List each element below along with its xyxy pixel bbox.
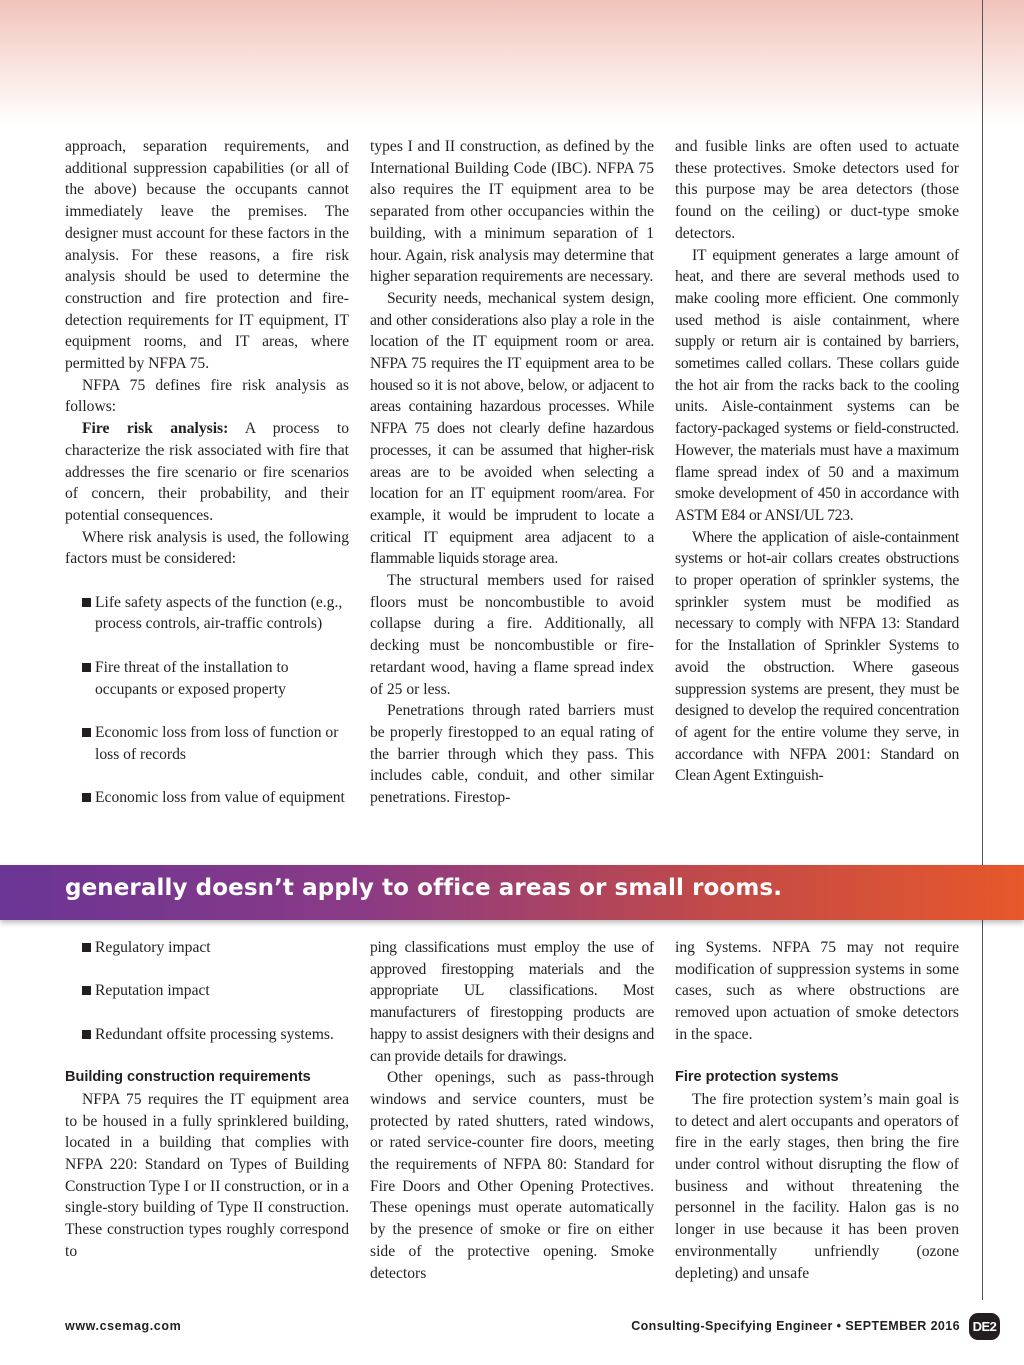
page-edge-rule bbox=[982, 0, 983, 1300]
square-bullet-icon bbox=[82, 943, 91, 952]
square-bullet-icon bbox=[82, 986, 91, 995]
paragraph: Where risk analysis is used, the following factors must be considered: bbox=[65, 528, 349, 568]
definition-term: Fire risk analysis: bbox=[82, 420, 229, 438]
list-item: Economic loss from loss of function or loss of records bbox=[65, 722, 349, 765]
paragraph: Security needs, mechanical system design, and other considerations also play a role in the location of the IT equipment room or area. NFPA 75 requires the IT equipment area to be housed so it is not above, below, or adjacent to areas containing hazardous processes. While NFPA 75 does not clearly define hazardous processes, it can be assumed that higher-risk areas are to be avoided when selecting a location for an IT equipment room/area. For example, it would be imprudent to locate a critical IT equipment area adjacent to a flammable liquids storage area. bbox=[370, 289, 654, 568]
list-item: Regulatory impact bbox=[65, 937, 349, 959]
column-3-bottom bbox=[675, 937, 959, 1284]
bullet-list bbox=[65, 937, 349, 1045]
paragraph: The structural members used for raised floors must be noncombustible to avoid collapse during a fire. Additionally, all decking must be noncombustible or fire-retardant wood, having a flame spread index of 25 or less. bbox=[370, 572, 654, 698]
paragraph: Penetrations through rated barriers must be properly firestopped to an equal rating of the barrier through which they pass. This includes cable, conduit, and other similar penetrations. Firestop- bbox=[370, 702, 654, 807]
paragraph: Where the application of aisle-containment systems or hot-air collars creates obstructions to proper operation of sprinkler systems, the sprinkler system must be modified as necessary to comply with NFPA 13: Standard for the Installation of Sprinkler Systems to avoid the obstruction. Where gaseous suppression systems are present, they must be designed to develop the required concentration of agent for the entire volume they serve, in accordance with NFPA 2001: Standard on Clean Agent Extinguish- bbox=[675, 528, 959, 785]
list-item: Fire threat of the installation to occupants or exposed property bbox=[65, 657, 349, 700]
paragraph: NFPA 75 defines fire risk analysis as follows: bbox=[65, 376, 349, 416]
square-bullet-icon bbox=[82, 728, 91, 737]
pull-quote-banner bbox=[0, 865, 1024, 920]
bullet-list bbox=[65, 592, 349, 809]
footer-website: www.csemag.com bbox=[65, 1319, 182, 1333]
header-gradient bbox=[0, 0, 1024, 125]
square-bullet-icon bbox=[82, 663, 91, 672]
square-bullet-icon bbox=[82, 598, 91, 607]
list-item: Redundant offsite processing systems. bbox=[65, 1024, 349, 1046]
paragraph: IT equipment generates a large amount of heat, and there are several methods used to make cooling more efficient. One commonly used method is aisle containment, where supply or return air is contained by barriers, sometimes called collars. These collars guide the hot air from the racks back to the cooling units. Aisle-containment systems can be factory-packaged systems or field-constructed. However, the materials must have a maximum flame spread index of 50 and a maximum smoke development of 450 in accordance with ASTM E84 or ANSI/UL 723. bbox=[675, 246, 959, 524]
definition-paragraph bbox=[65, 418, 349, 527]
paragraph: The fire protection system’s main goal is to detect and alert occupants and operators of fire in the early stages, then bring the fire under control without disrupting the flow of business and without threatening the personnel in the facility. Halon gas is no longer in use because it has been proven environmentally unfriendly (ozone depleting) and unsafe bbox=[675, 1090, 959, 1282]
footer-publication: Consulting-Specifying Engineer • SEPTEMBER 2016 bbox=[631, 1319, 960, 1333]
paragraph: NFPA 75 requires the IT equipment area to be housed in a fully sprinklered building, located in a building that complies with NFPA 220: Standard on Types of Building Construction Type I or II construction, or in a single-story building of Type II construction. These construction types roughly correspond to bbox=[65, 1090, 350, 1260]
square-bullet-icon bbox=[82, 793, 91, 802]
column-1-top bbox=[65, 136, 349, 809]
column-1-bottom bbox=[65, 937, 349, 1263]
paragraph: and fusible links are often used to actuate these protectives. Smoke detectors used for this purpose may be area detectors (those found on the ceiling) or duct-type smoke detectors. bbox=[675, 138, 959, 242]
paragraph: types I and II construction, as defined by the International Building Code (IBC). NFPA 75 also requires the IT equipment area to be separated from other occupancies within the building, with a minimum separation of 1 hour. Again, risk analysis may determine that higher separation requirements are necessary. bbox=[370, 138, 654, 286]
list-item: Reputation impact bbox=[65, 980, 349, 1002]
column-3-top bbox=[675, 136, 959, 787]
paragraph: approach, separation requirements, and additional suppression capabilities (or all of the above) because the occupants cannot immediately leave the premises. The designer must account for these factors in the analysis. For these reasons, a fire risk analysis should be used to determine the construction and fire protection and fire-detection requirements for IT equipment, IT equipment rooms, and IT areas, where permitted by NFPA 75. bbox=[65, 138, 349, 373]
section-heading: Building construction requirements bbox=[65, 1069, 311, 1086]
paragraph: ping classifications must employ the use of approved firestopping materials and the appropriate UL classifications. Most manufacturers of firestopping products are happy to assist designers with their designs and can provide details for drawings. bbox=[370, 939, 654, 1065]
paragraph: Other openings, such as pass-through windows and service counters, must be protected by rated shutters, rated windows, or rated service-counter fire doors, meeting the requirements of NFPA 80: Standard for Fire Doors and Other Opening Protectives. These openings must operate automatically by the presence of smoke or fire on either side of the protective opening. Smoke detectors bbox=[370, 1069, 654, 1282]
list-item: Life safety aspects of the function (e.g., process controls, air-traffic controls) bbox=[65, 592, 349, 635]
page-number-badge: DE2 bbox=[969, 1313, 1000, 1340]
column-2-bottom bbox=[370, 937, 654, 1284]
pull-quote-text: generally doesn’t apply to office areas or small rooms. bbox=[65, 875, 783, 901]
square-bullet-icon bbox=[82, 1030, 91, 1039]
column-2-top bbox=[370, 136, 654, 809]
list-item: Economic loss from value of equipment bbox=[65, 787, 349, 809]
section-heading: Fire protection systems bbox=[675, 1069, 839, 1086]
definition-text: A process to characterize the risk associated with fire that addresses the fire scenario or fire scenarios of concern, their probability, and their potential consequences. bbox=[65, 420, 349, 524]
paragraph: ing Systems. NFPA 75 may not require modification of suppression systems in some cases, such as where obstructions are removed upon actuation of smoke detectors in the space. bbox=[675, 939, 959, 1043]
